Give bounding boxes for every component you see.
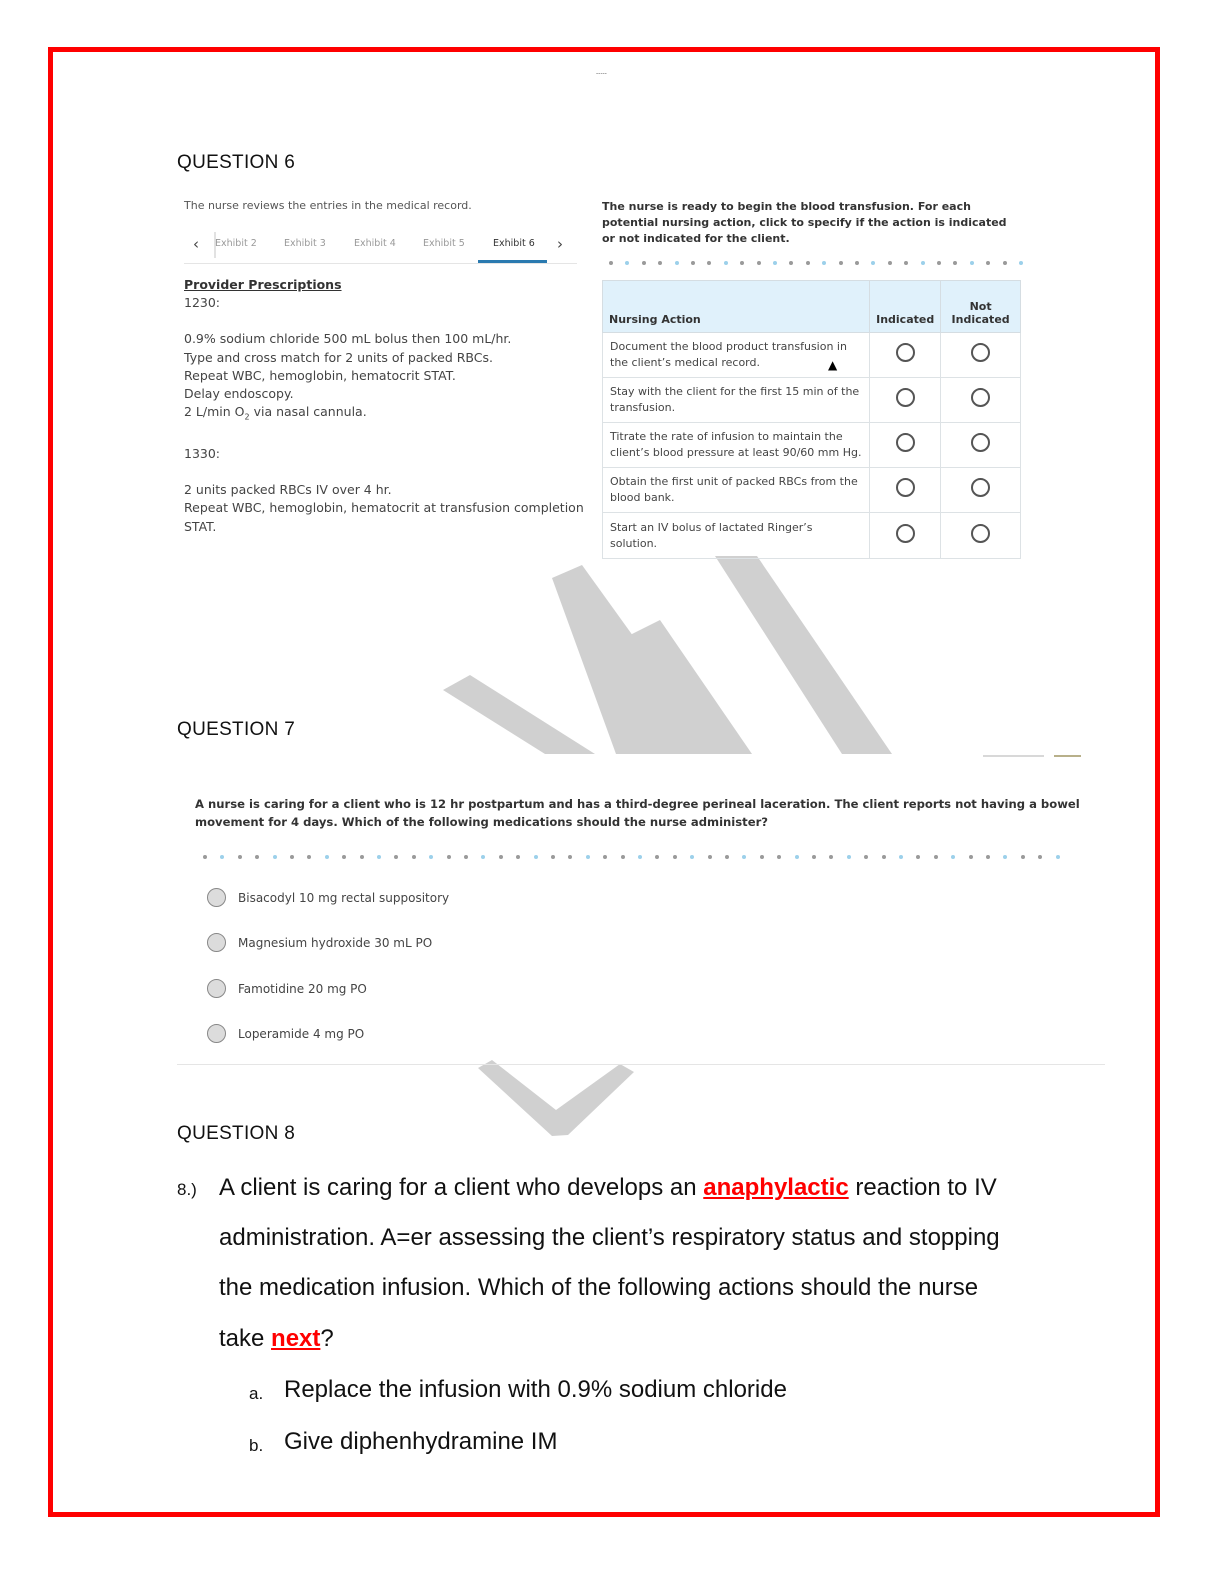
table-row	[603, 333, 1021, 378]
divider-dot	[740, 261, 744, 265]
divider-dot	[481, 855, 485, 859]
divider-dot	[625, 261, 629, 265]
divider-dot	[1019, 261, 1023, 265]
radio-button[interactable]	[207, 933, 226, 952]
decorative-bar	[1054, 755, 1081, 757]
keyword-anaphylactic: anaphylactic	[703, 1174, 849, 1201]
divider-dot	[829, 855, 833, 859]
divider-dot	[1056, 855, 1060, 859]
question-7-prompt: A nurse is caring for a client who is 12 hr postpartum and has a third-degree perineal laceration. The client reports not having a bowel movement for 4 days. Which of the following medications should the nurse administer?	[195, 797, 1080, 829]
table-row	[603, 378, 1021, 423]
answer-option-label: Bisacodyl 10 mg rectal suppository	[238, 891, 450, 905]
divider-dot	[447, 855, 451, 859]
chevron-right-icon[interactable]: ›	[557, 235, 563, 253]
tab-exhibit-3[interactable]: Exhibit 3	[284, 238, 326, 249]
prescription-line: Repeat WBC, hemoglobin, hematocrit STAT.	[184, 367, 456, 383]
section-divider	[177, 1064, 1105, 1065]
answer-option-label: Loperamide 4 mg PO	[238, 1027, 365, 1041]
divider-dot	[969, 855, 973, 859]
divider-dot	[760, 855, 764, 859]
divider-dot	[655, 855, 659, 859]
divider-dot	[290, 855, 294, 859]
divider-dot	[934, 855, 938, 859]
divider-dot	[773, 261, 777, 265]
prescription-time-1230: 1230:	[184, 295, 221, 311]
nursing-action-text: Stay with the client for the first 15 min of the transfusion.	[603, 378, 870, 423]
divider-dot	[642, 261, 646, 265]
divider-dot	[394, 855, 398, 859]
tab-exhibit-4[interactable]: Exhibit 4	[354, 238, 396, 249]
divider-dot	[904, 261, 908, 265]
divider-dot	[464, 855, 468, 859]
divider-dot	[675, 261, 679, 265]
question-text-line: administration. A=er assessing the client’s respiratory status and stopping	[219, 1224, 1000, 1251]
radio-button[interactable]	[207, 979, 226, 998]
divider-dot	[951, 855, 955, 859]
column-header-not-indicated: Not Indicated	[941, 281, 1021, 333]
table-row	[603, 513, 1021, 559]
divider-dot	[325, 855, 329, 859]
divider-dot	[855, 261, 859, 265]
divider-dot	[916, 855, 920, 859]
divider-dot	[568, 855, 572, 859]
divider-dot	[757, 261, 761, 265]
divider-dot	[673, 855, 677, 859]
divider-dot	[273, 855, 277, 859]
column-header-nursing-action: Nursing Action	[603, 281, 870, 333]
divider-dot	[516, 855, 520, 859]
divider-dot	[203, 855, 207, 859]
not-indicated-radio[interactable]	[971, 433, 990, 452]
provider-prescriptions	[184, 276, 584, 536]
prescription-line: STAT.	[184, 518, 217, 534]
divider-dot	[1003, 261, 1007, 265]
nursing-action-text: Obtain the first unit of packed RBCs from the blood bank.	[603, 468, 870, 513]
table-row	[603, 468, 1021, 513]
divider-dot	[658, 261, 662, 265]
divider-dot	[238, 855, 242, 859]
question-number: 8.)	[177, 1180, 197, 1199]
question-text-line: A client is caring for a client who develops an anaphylactic reaction to IV	[219, 1174, 997, 1201]
divider-dot	[953, 261, 957, 265]
divider-dot	[789, 261, 793, 265]
divider-dot	[806, 261, 810, 265]
divider-dot	[986, 261, 990, 265]
option-letter: b.	[249, 1436, 264, 1455]
indicated-radio[interactable]	[896, 524, 915, 543]
divider-dot	[708, 855, 712, 859]
prescription-line-oxygen: 2 L/min $O_2$ via nasal cannula.	[184, 404, 367, 422]
divider-dot	[429, 855, 433, 859]
divider-dot	[1021, 855, 1025, 859]
divider-dot	[812, 855, 816, 859]
indicated-radio[interactable]	[896, 388, 915, 407]
prescriptions-title: Provider Prescriptions	[184, 277, 342, 292]
chevron-left-icon[interactable]: ‹	[193, 235, 199, 253]
tab-exhibit-5[interactable]: Exhibit 5	[423, 238, 465, 249]
nursing-action-text: Document the blood product transfusion in the client’s medical record.	[603, 333, 870, 378]
divider-dot	[621, 855, 625, 859]
nursing-action-text: Titrate the rate of infusion to maintain the client’s blood pressure at least 90/60 mm Hg.	[603, 423, 870, 468]
option-letter: a.	[249, 1384, 264, 1403]
divider-dot	[534, 855, 538, 859]
divider-dot	[882, 855, 886, 859]
divider-dot	[220, 855, 224, 859]
nursing-action-text: Start an IV bolus of lactated Ringer’s solution.	[603, 513, 870, 559]
prescription-time-1330: 1330:	[184, 445, 221, 461]
divider-dot	[638, 855, 642, 859]
exhibit-intro-text: The nurse reviews the entries in the medical record.	[184, 199, 472, 212]
divider-dot	[822, 261, 826, 265]
page-header-mark: -----	[596, 70, 607, 77]
radio-button[interactable]	[207, 1024, 226, 1043]
divider-dot	[412, 855, 416, 859]
question-text-line: take next?	[219, 1325, 334, 1352]
divider-dot	[603, 855, 607, 859]
prescription-line: Repeat WBC, hemoglobin, hematocrit at transfusion completion	[184, 500, 584, 516]
divider-dot	[377, 855, 381, 859]
divider-dot	[342, 855, 346, 859]
radio-button[interactable]	[207, 888, 226, 907]
question-6-heading: QUESTION 6	[177, 152, 296, 173]
divider-dot	[586, 855, 590, 859]
prescription-line: Type and cross match for 2 units of packed RBCs.	[184, 349, 493, 365]
not-indicated-radio[interactable]	[971, 524, 990, 543]
mouse-cursor-icon: ▲	[828, 358, 838, 372]
indicated-radio[interactable]	[896, 343, 915, 362]
divider-dot	[725, 855, 729, 859]
nursing-action-table	[602, 280, 1021, 559]
exhibit-tabs	[184, 232, 577, 264]
divider-dot	[742, 855, 746, 859]
question-8-heading: QUESTION 8	[177, 1123, 296, 1144]
divider-dot	[360, 855, 364, 859]
tab-exhibit-2[interactable]: Exhibit 2	[215, 238, 257, 249]
divider-dot	[847, 855, 851, 859]
divider-dot	[691, 261, 695, 265]
table-row	[603, 423, 1021, 468]
option-text: Give diphenhydramine IM	[284, 1428, 558, 1455]
question-7-heading: QUESTION 7	[177, 719, 296, 740]
tab-exhibit-6[interactable]: Exhibit 6	[493, 238, 535, 249]
not-indicated-radio[interactable]	[971, 343, 990, 362]
not-indicated-radio[interactable]	[971, 388, 990, 407]
divider-dot	[777, 855, 781, 859]
decorative-bar	[983, 755, 1044, 757]
not-indicated-radio[interactable]	[971, 478, 990, 497]
divider-dot	[871, 261, 875, 265]
divider-dot	[307, 855, 311, 859]
answer-option-label: Magnesium hydroxide 30 mL PO	[238, 936, 433, 950]
divider-dot	[690, 855, 694, 859]
question-6-prompt: The nurse is ready to begin the blood transfusion. For each potential nursing action, click to specify if the action is indicated or not indicated for the client.	[602, 200, 1007, 245]
answer-option-label: Famotidine 20 mg PO	[238, 982, 367, 996]
divider-dot	[1003, 855, 1007, 859]
divider-dot	[255, 855, 259, 859]
option-text: Replace the infusion with 0.9% sodium chloride	[284, 1376, 787, 1403]
dotted-divider	[203, 855, 1071, 861]
prescription-line: 2 units packed RBCs IV over 4 hr.	[184, 482, 392, 498]
divider-dot	[970, 261, 974, 265]
indicated-radio[interactable]	[896, 433, 915, 452]
divider-dot	[888, 261, 892, 265]
dotted-divider	[609, 261, 1021, 267]
question-text-line: the medication infusion. Which of the following actions should the nurse	[219, 1274, 979, 1301]
divider-dot	[839, 261, 843, 265]
divider-dot	[609, 261, 613, 265]
divider-dot	[986, 855, 990, 859]
prescription-line: 0.9% sodium chloride 500 mL bolus then 100 mL/hr.	[184, 331, 512, 347]
divider-dot	[724, 261, 728, 265]
divider-dot	[707, 261, 711, 265]
divider-dot	[864, 855, 868, 859]
column-header-indicated: Indicated	[870, 281, 941, 333]
prescription-line: Delay endoscopy.	[184, 386, 294, 402]
divider-dot	[795, 855, 799, 859]
divider-dot	[1038, 855, 1042, 859]
divider-dot	[899, 855, 903, 859]
divider-dot	[921, 261, 925, 265]
divider-dot	[937, 261, 941, 265]
indicated-radio[interactable]	[896, 478, 915, 497]
divider-dot	[499, 855, 503, 859]
divider-dot	[551, 855, 555, 859]
keyword-next: next	[271, 1325, 321, 1352]
active-tab-indicator	[478, 260, 547, 263]
